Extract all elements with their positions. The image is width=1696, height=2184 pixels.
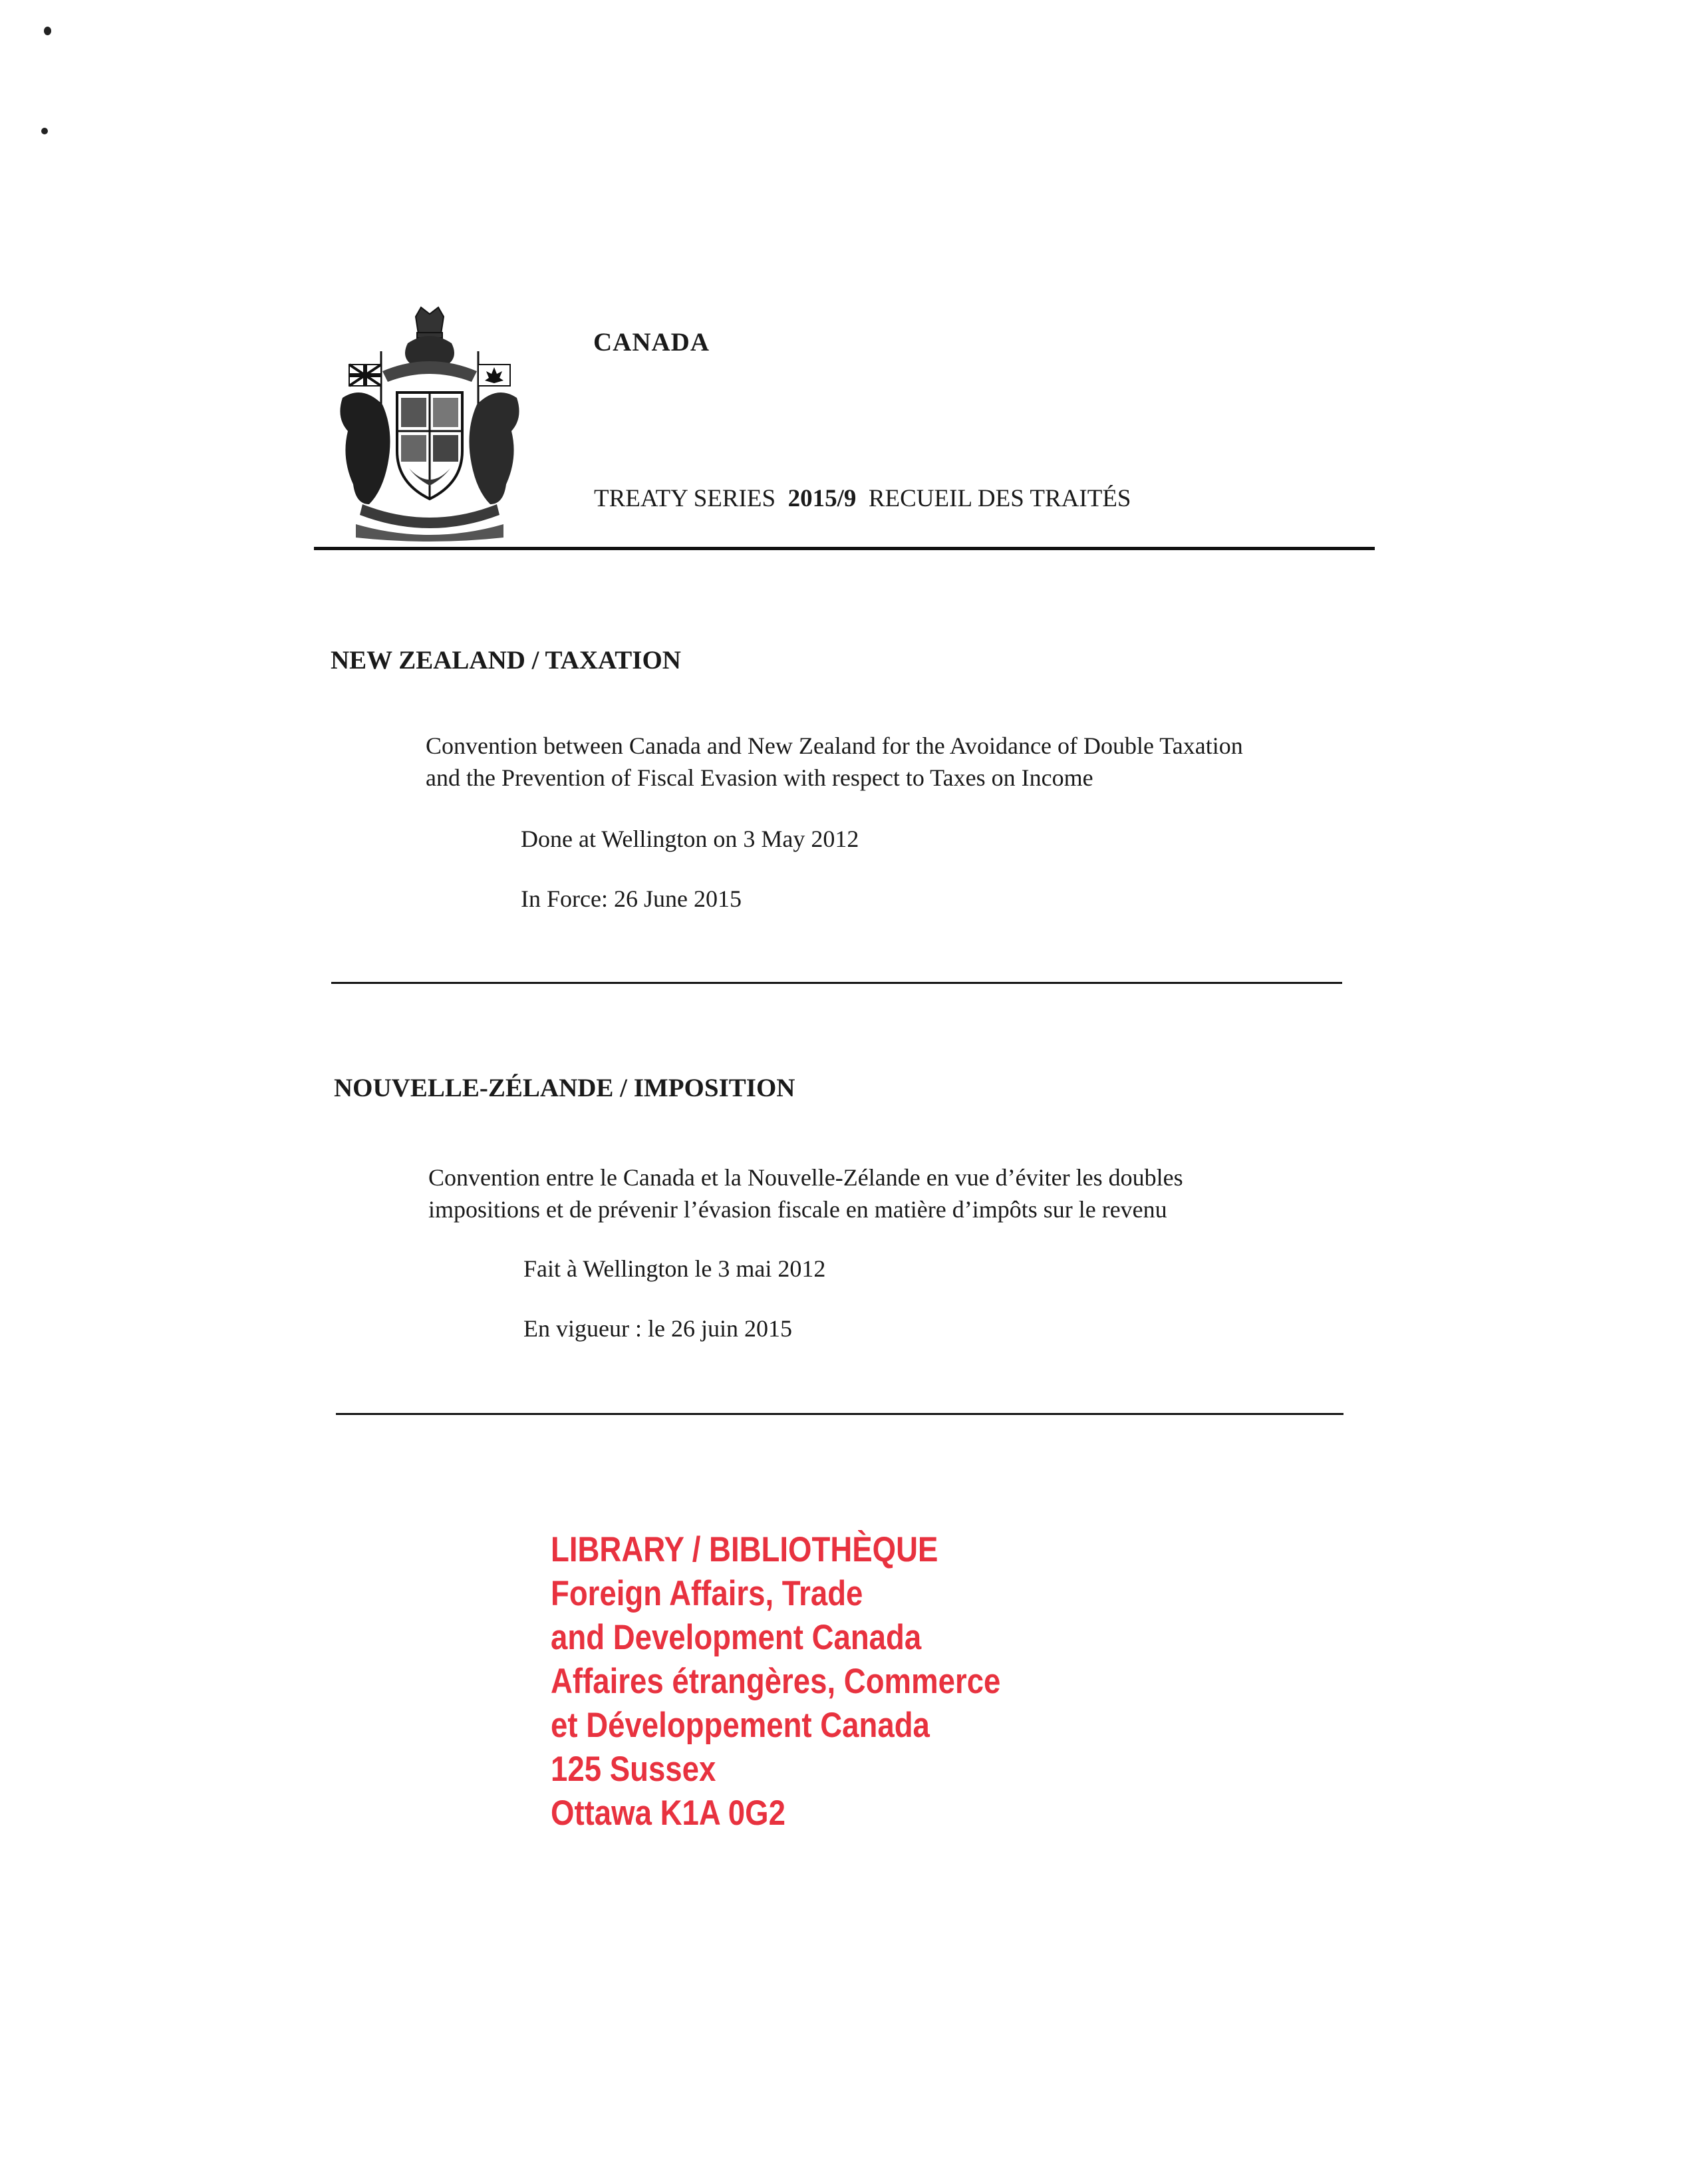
stamp-line: Affaires étrangères, Commerce — [551, 1662, 1001, 1701]
french-heading: NOUVELLE-ZÉLANDE / IMPOSITION — [334, 1074, 795, 1102]
series-label-fr: RECUEIL DES TRAITÉS — [868, 485, 1131, 512]
stamp-line: et Développement Canada — [551, 1706, 930, 1745]
scan-speck — [44, 27, 51, 35]
stamp-line: Ottawa K1A 0G2 — [551, 1794, 785, 1833]
english-title-line: Convention between Canada and New Zealand for the Avoidance of Double Taxation — [426, 732, 1243, 759]
header-rule — [314, 547, 1375, 550]
country-title: CANADA — [593, 328, 710, 357]
series-number: 2015/9 — [787, 485, 857, 512]
section-divider — [331, 982, 1342, 984]
french-done-at: Fait à Wellington le 3 mai 2012 — [523, 1255, 826, 1282]
english-title — [426, 730, 1243, 794]
stamp-line: Foreign Affairs, Trade — [551, 1574, 863, 1613]
english-heading: NEW ZEALAND / TAXATION — [331, 646, 681, 675]
library-stamp — [551, 1528, 1000, 1835]
english-in-force: In Force: 26 June 2015 — [521, 885, 742, 912]
treaty-series-line — [594, 484, 1131, 513]
scan-speck — [41, 128, 48, 134]
stamp-line: 125 Sussex — [551, 1750, 716, 1789]
english-done-at: Done at Wellington on 3 May 2012 — [521, 826, 859, 852]
french-title — [428, 1162, 1183, 1225]
section-divider — [336, 1413, 1343, 1415]
series-label-en: TREATY SERIES — [594, 485, 776, 512]
french-in-force: En vigueur : le 26 juin 2015 — [523, 1315, 792, 1342]
french-title-line: Convention entre le Canada et la Nouvelle-Zélande en vue d’éviter les doubles — [428, 1164, 1183, 1191]
stamp-line: LIBRARY / BIBLIOTHÈQUE — [551, 1530, 938, 1569]
english-title-line: and the Prevention of Fiscal Evasion with respect to Taxes on Income — [426, 764, 1093, 791]
stamp-line: and Development Canada — [551, 1618, 922, 1657]
french-title-line: impositions et de prévenir l’évasion fiscale en matière d’impôts sur le revenu — [428, 1196, 1167, 1223]
coat-of-arms-of-canada-icon — [336, 305, 523, 546]
